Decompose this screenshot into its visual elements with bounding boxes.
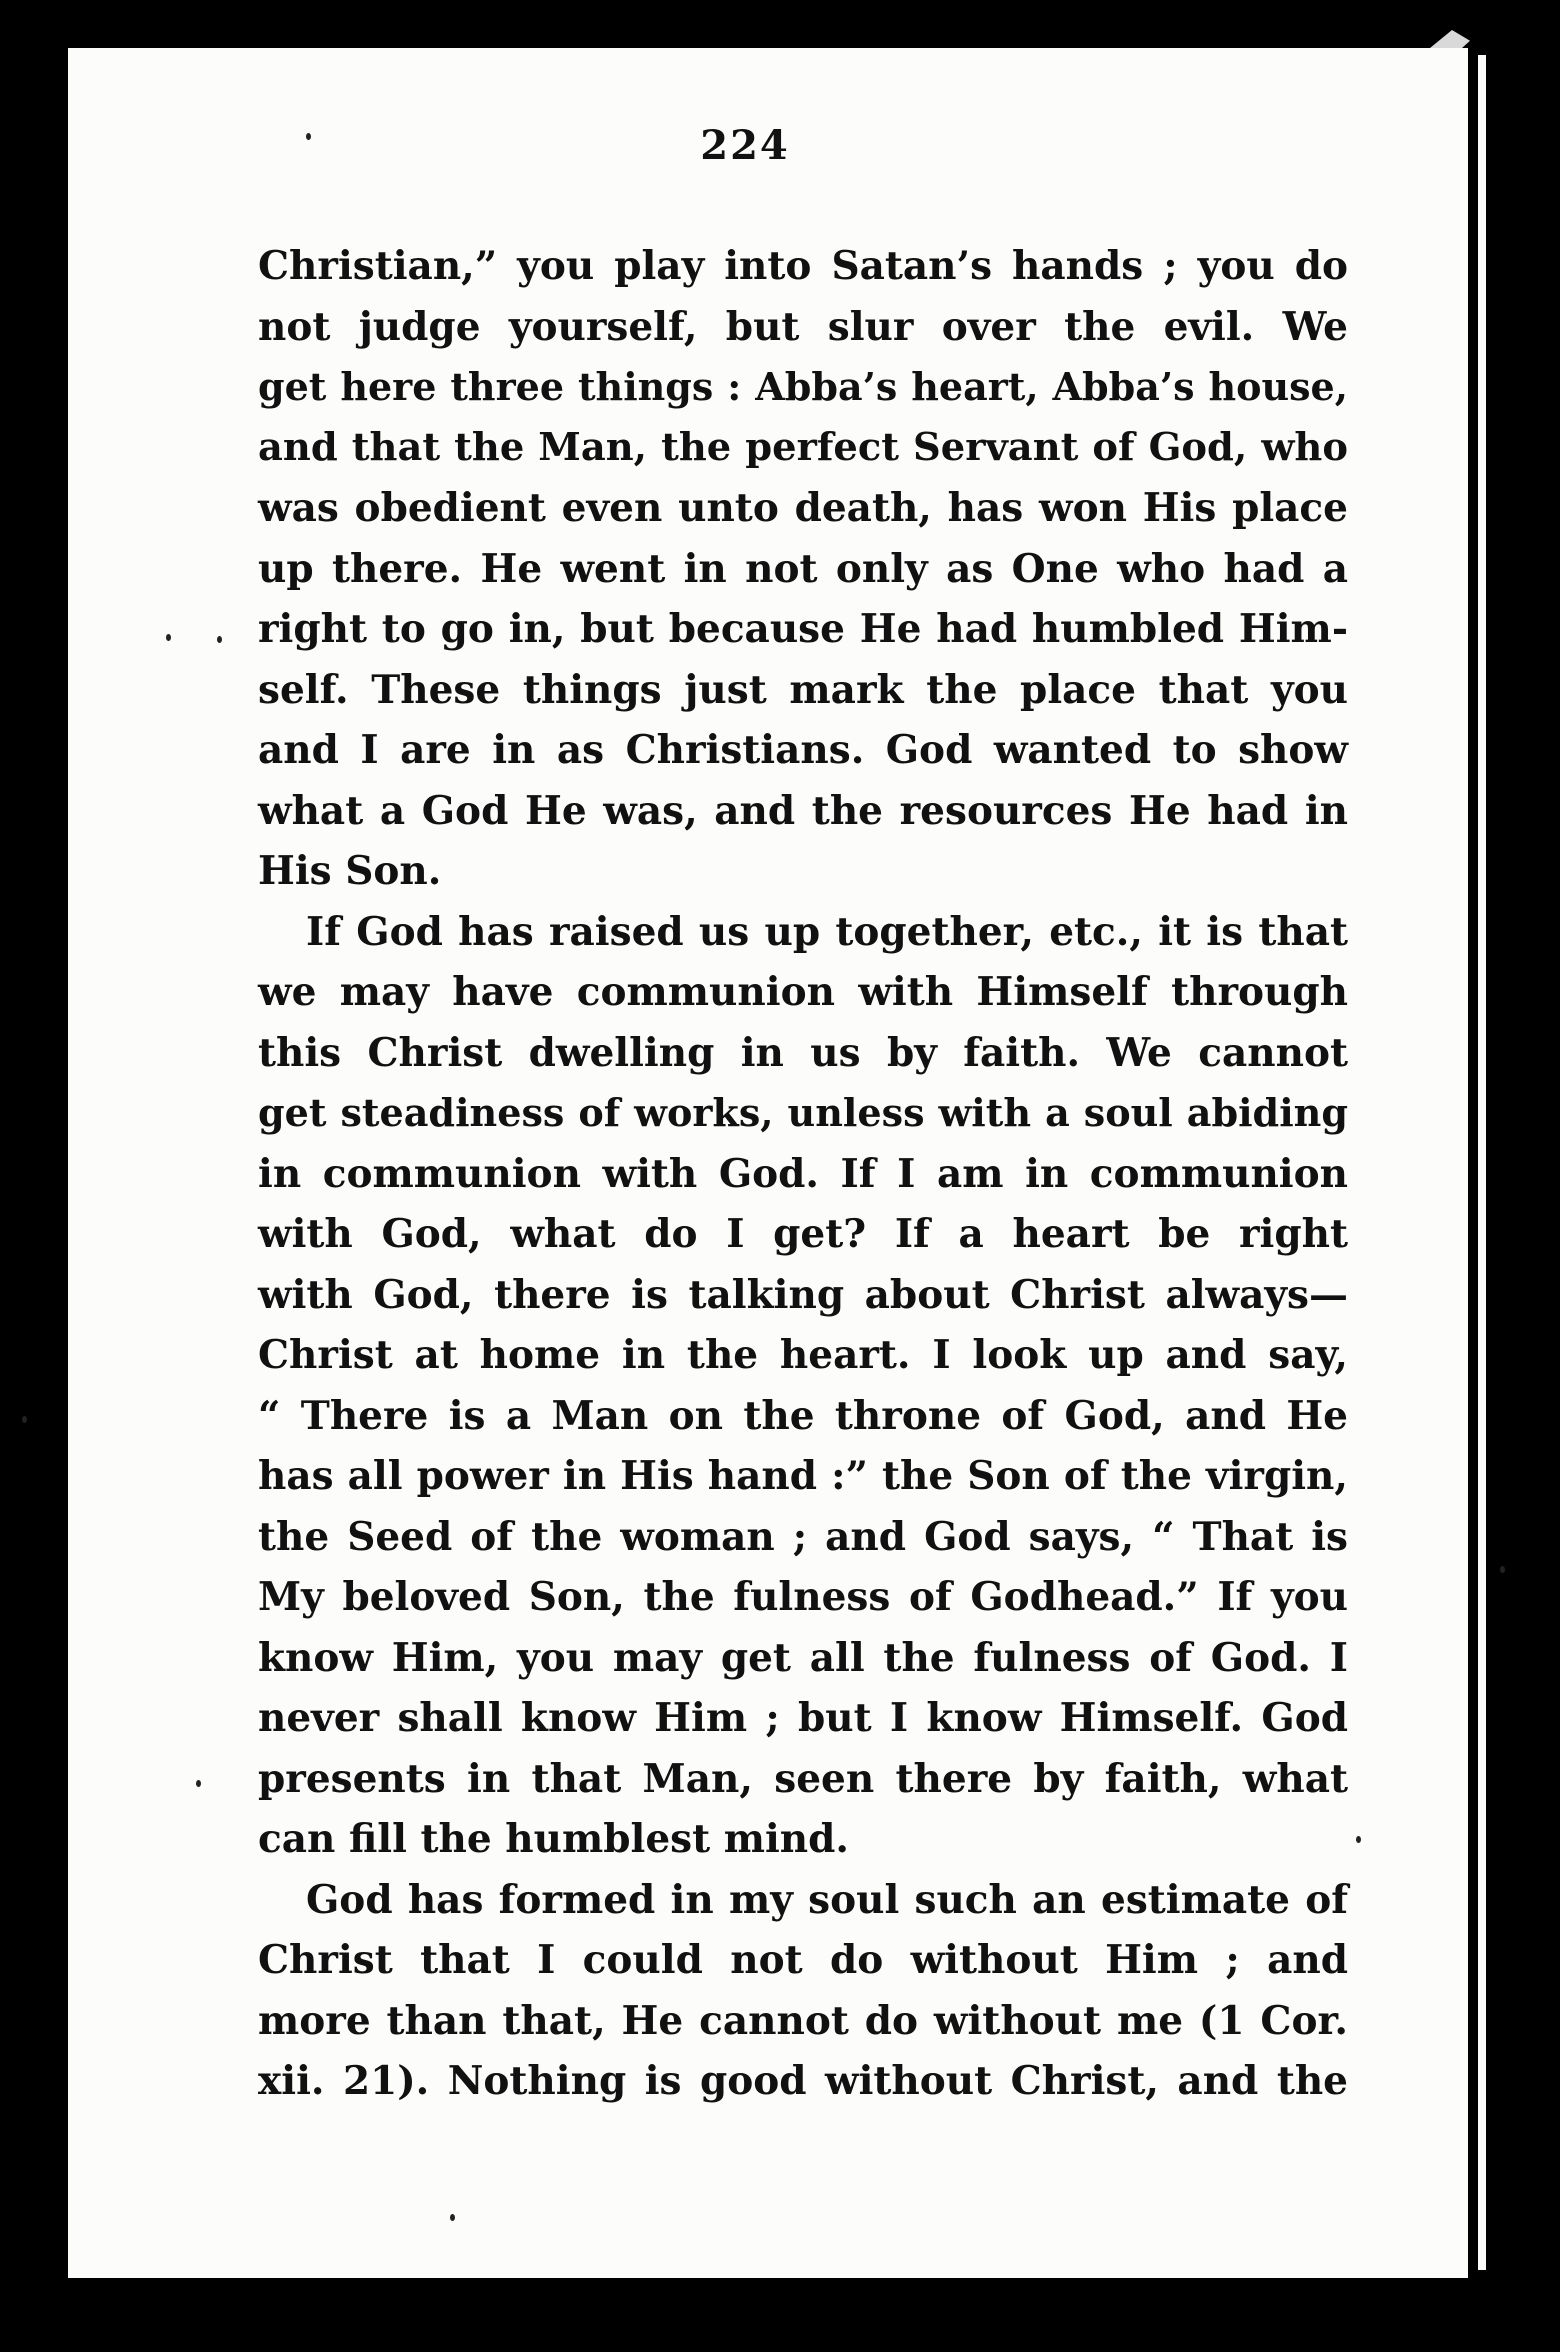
text-line: His Son. <box>258 848 442 894</box>
text-line: and that the Man, the perfect Servant of God, who <box>258 424 1348 470</box>
text-line: never shall know Him ; but I know Himself. God <box>258 1695 1348 1741</box>
adjacent-page-edge <box>1478 55 1486 2270</box>
text-line: right to go in, but because He had humbled Him- <box>258 606 1348 652</box>
page-number: 224 <box>700 122 790 169</box>
text-line: God has formed in my soul such an estimate of <box>306 1876 1348 1923</box>
text-line: with God, what do I get? If a heart be right <box>258 1211 1348 1257</box>
text-line: not judge yourself, but slur over the evil. We <box>258 303 1348 350</box>
text-line: presents in that Man, seen there by faith, what <box>258 1755 1348 1802</box>
text-line: If God has raised us up together, etc., it is that <box>306 908 1348 955</box>
text-line: what a God He was, and the resources He had in <box>258 787 1348 834</box>
scan-speck <box>22 1416 27 1423</box>
scan-speck <box>306 133 311 140</box>
scan-speck <box>1356 1836 1361 1843</box>
scan-speck <box>217 636 222 643</box>
text-line: Christian,” you play into Satan’s hands ; you do <box>258 243 1348 289</box>
scan-speck <box>1500 1566 1505 1573</box>
text-line: more than that, He cannot do without me (1 Cor. <box>258 1997 1348 2044</box>
text-line: with God, there is talking about Christ always— <box>258 1271 1348 1318</box>
text-line: this Christ dwelling in us by faith. We cannot <box>258 1029 1348 1076</box>
scan-speck <box>166 634 171 641</box>
text-line: in communion with God. If I am in communion <box>258 1150 1348 1197</box>
text-line: was obedient even unto death, has won His place <box>258 485 1348 531</box>
text-line: has all power in His hand :” the Son of the virgin, <box>258 1453 1348 1499</box>
text-line: get here three things : Abba’s heart, Abba’s house, <box>258 364 1348 409</box>
text-line: Christ at home in the heart. I look up and say, <box>258 1332 1348 1378</box>
text-line: and I are in as Christians. God wanted to show <box>258 727 1348 773</box>
body-text <box>258 236 1348 2112</box>
text-line: get steadiness of works, unless with a soul abiding <box>258 1090 1348 1135</box>
text-line: “ There is a Man on the throne of God, and He <box>258 1392 1348 1439</box>
text-line: Christ that I could not do without Him ; and <box>258 1937 1348 1983</box>
text-line: we may have communion with Himself through <box>258 969 1348 1015</box>
scan-speck <box>196 1780 201 1787</box>
text-line: xii. 21). Nothing is good without Christ, and the <box>258 2058 1348 2104</box>
text-line: can fill the humblest mind. <box>258 1816 849 1862</box>
text-line: the Seed of the woman ; and God says, “ That is <box>258 1513 1348 1560</box>
scan-corner-fleck <box>1430 30 1470 48</box>
text-line: up there. He went in not only as One who had a <box>258 545 1348 592</box>
scan-speck <box>450 2214 455 2221</box>
text-line: My beloved Son, the fulness of Godhead.” If you <box>258 1574 1348 1620</box>
text-line: know Him, you may get all the fulness of God. I <box>258 1634 1348 1681</box>
text-line: self. These things just mark the place that you <box>258 666 1348 713</box>
